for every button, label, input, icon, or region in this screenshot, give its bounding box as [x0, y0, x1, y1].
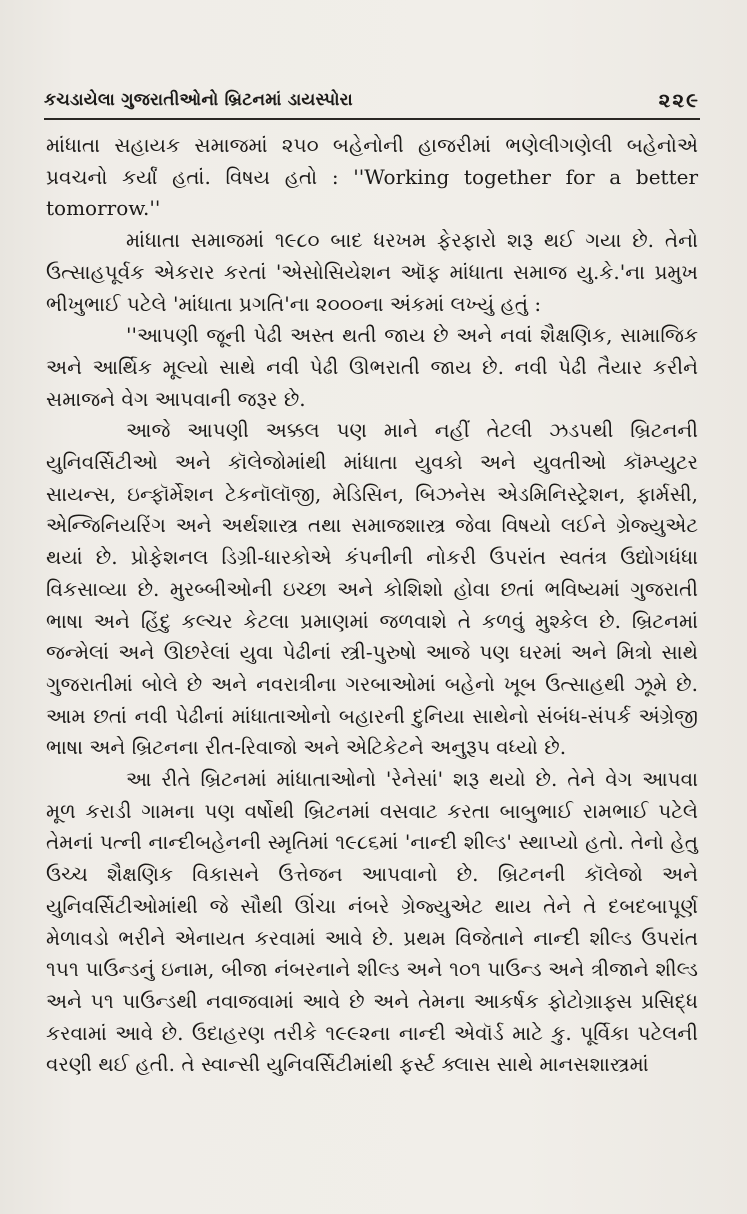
running-head [44, 88, 700, 116]
paragraph: માંધાતા સમાજમાં ૧૯૮૦ બાદ ધરખમ ફેરફારો શરૂ થઈ ગયા છે. તેનો ઉત્સાહપૂર્વક એકરાર કરતાં 'એસોસિયેશન ઑફ માંધાતા સમાજ યુ.કે.'ના પ્રમુખ ભીખુભાઈ પટેલે 'માંધાતા પ્રગતિ'ના ૨૦૦૦ના અંકમાં લખ્યું હતું : [46, 228, 698, 316]
page-number: ૨૨૯ [658, 88, 700, 112]
body-text [46, 130, 698, 1081]
running-title: કચડાયેલા ગુજરાતીઓનો બ્રિટનમાં ડાયસ્પોરા [44, 90, 353, 110]
paragraph: માંધાતા સહાયક સમાજમાં ૨૫૦ બહેનોની હાજરીમાં ભણેલીગણેલી બહેનોએ પ્રવચનો કર્યાં હતાં. વિષય હતો : ''Working together for a better tomorrow.'' [46, 133, 698, 221]
paragraph: આજે આપણી અક્કલ પણ માને નહીં તેટલી ઝડપથી બ્રિટનની યુનિવર્સિટીઓ અને કૉલેજોમાંથી માંધાતા યુવકો અને યુવતીઓ કૉમ્પ્યુટર સાયન્સ, ઇન્ફૉર્મેશન ટેકનૉલૉજી, મેડિસિન, બિઝનેસ એડમિનિસ્ટ્રેશન, ફાર્મસી, એન્જિનિયરિંગ અને અર્થશાસ્ત્ર તથા સમાજશાસ્ત્ર જેવા વિષયો લઈને ગ્રેજ્યુએટ થયાં છે. પ્રોફેશનલ ડિગ્રી-ધારકોએ કંપનીની નોકરી ઉપરાંત સ્વતંત્ર ઉદ્યોગધંધા વિકસાવ્યા છે. મુરબ્બીઓની ઇચ્છા અને કોશિશો હોવા છતાં ભવિષ્યમાં ગુજરાતી ભાષા અને હિંદુ કલ્ચર કેટલા પ્રમાણમાં જળવાશે તે કળવું મુશ્કેલ છે. બ્રિટનમાં જન્મેલાં અને ઊછરેલાં યુવા પેઢીનાં સ્ત્રી-પુરુષો આજે પણ ઘરમાં અને મિત્રો સાથે ગુજરાતીમાં બોલે છે અને નવરાત્રીના ગરબાઓમાં બહેનો ખૂબ ઉત્સાહથી ઝૂમે છે. આમ છતાં નવી પેઢીનાં માંધાતાઓનો બહારની દુનિયા સાથેનો સંબંધ-સંપર્ક અંગ્રેજી ભાષા અને બ્રિટનના રીત-રિવાજો અને એટિકેટને અનુરૂપ વધ્યો છે. [46, 418, 698, 760]
paragraph: ''આપણી જૂની પેઢી અસ્ત થતી જાય છે અને નવાં શૈક્ષણિક, સામાજિક અને આર્થિક મૂલ્યો સાથે નવી પેઢી ઊભરાતી જાય છે. નવી પેઢી તૈયાર કરીને સમાજને વેગ આપવાની જરૂર છે. [46, 323, 698, 411]
header-rule [44, 118, 700, 120]
paragraph: આ રીતે બ્રિટનમાં માંધાતાઓનો 'રેનેસાં' શરૂ થયો છે. તેને વેગ આપવા મૂળ કરાડી ગામના પણ વર્ષોથી બ્રિટનમાં વસવાટ કરતા બાબુભાઈ રામભાઈ પટેલે તેમનાં પત્ની નાન્દીબહેનની સ્મૃતિમાં ૧૯૮૬માં 'નાન્દી શીલ્ડ' સ્થાપ્યો હતો. તેનો હેતુ ઉચ્ચ શૈક્ષણિક વિકાસને ઉત્તેજન આપવાનો છે. બ્રિટનની કૉલેજો અને યુનિવર્સિટીઓમાંથી જે સૌથી ઊંચા નંબરે ગ્રેજ્યુએટ થાય તેને તે દબદબાપૂર્ણ મેળાવડો ભરીને એનાયત કરવામાં આવે છે. પ્રથમ વિજેતાને નાન્દી શીલ્ડ ઉપરાંત ૧૫૧ પાઉન્ડનું ઇનામ, બીજા નંબરનાને શીલ્ડ અને ૧૦૧ પાઉન્ડ અને ત્રીજાને શીલ્ડ અને ૫૧ પાઉન્ડથી નવાજવામાં આવે છે અને તેમના આકર્ષક ફોટોગ્રાફ્સ પ્રસિદ્ધ કરવામાં આવે છે. ઉદાહરણ તરીકે ૧૯૯૨ના નાન્દી એવૉર્ડ માટે કુ. પૂર્વિકા પટેલની વરણી થઈ હતી. તે સ્વાન્સી યુનિવર્સિટીમાંથી ફર્સ્ટ ક્લાસ સાથે માનસશાસ્ત્રમાં [46, 767, 698, 1077]
